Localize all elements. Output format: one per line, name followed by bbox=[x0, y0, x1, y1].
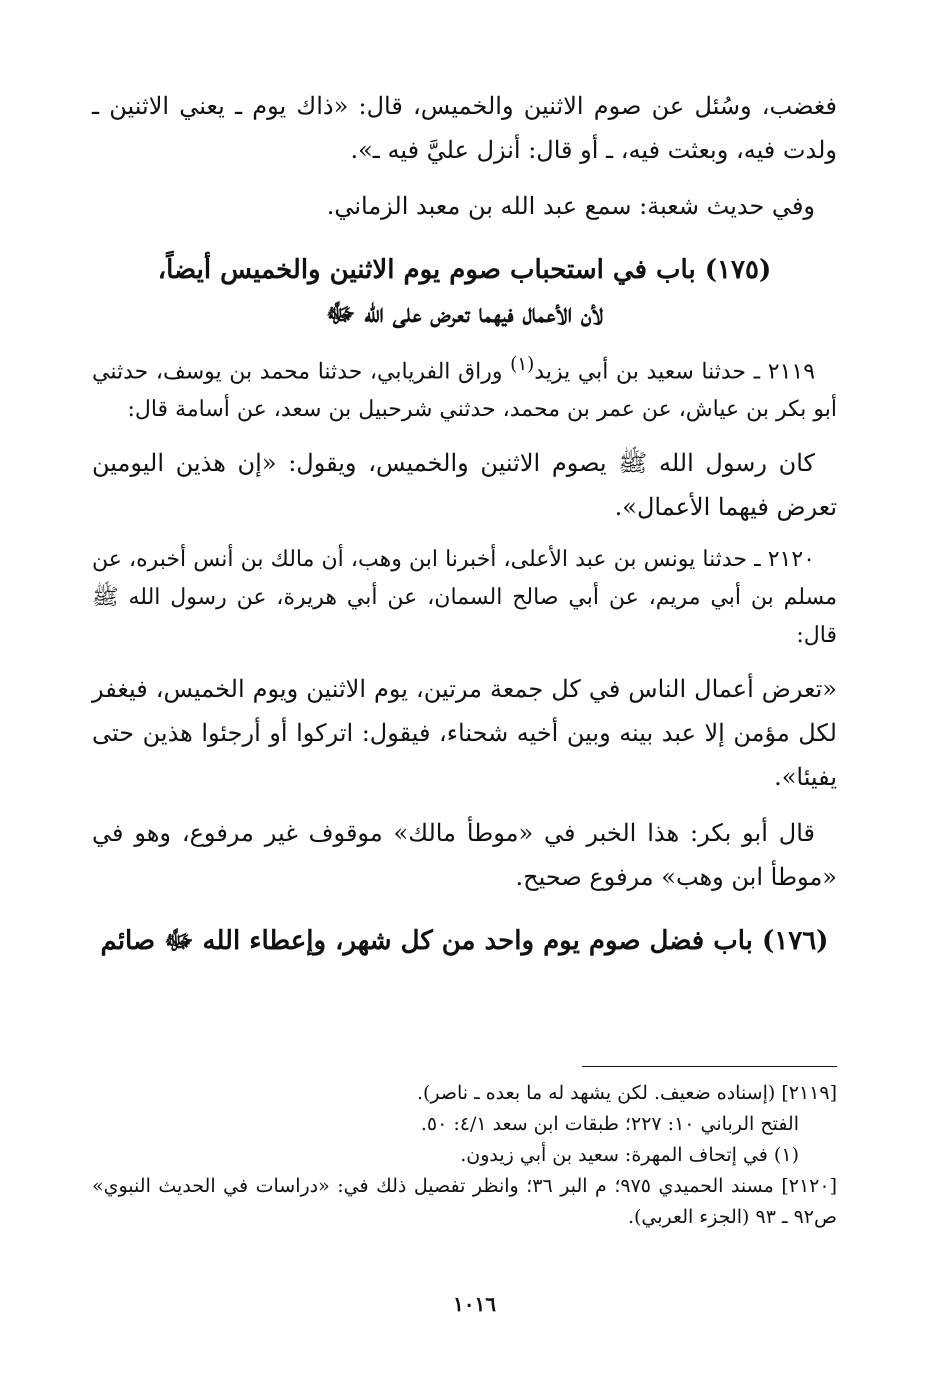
hadith-2120-text: «تعرض أعمال الناس في كل جمعة مرتين، يوم الاثنين ويوم الخميس، فيغفر لكل مؤمن إلا عبد بينه وبين أخيه شحناء، فيقول: اتركوا أو أرجئوا هذين حتى يفيئا». bbox=[92, 675, 837, 792]
footnote-divider bbox=[582, 1066, 837, 1067]
hadith-2119-chain-start: ٢١١٩ ـ حدثنا سعيد بن أبي يزيد bbox=[534, 359, 816, 385]
hadith-2120-note: قال أبو بكر: هذا الخبر في «موطأ مالك» موقوف غير مرفوع، وهو في «موطأ ابن وهب» مرفوع صحيح. bbox=[92, 819, 837, 892]
chapter-heading-175 bbox=[92, 248, 837, 336]
page-number: ١٠١٦ bbox=[453, 1292, 496, 1316]
hadith-2119-text: كان رسول الله ﷺ يصوم الاثنين والخميس، ويقول: «إن هذين اليومين تعرض فيهما الأعمال». bbox=[92, 449, 837, 522]
main-text bbox=[92, 84, 837, 973]
chapter-heading-176: (١٧٦) باب فضل صوم يوم واحد من كل شهر، وإعطاء الله ﷻ صائم bbox=[100, 926, 829, 957]
chapter-heading-175-line-2: لأن الأعمال فيهما تعرض على الله ﷻ bbox=[325, 299, 604, 329]
hadith-2120-chain: ٢١٢٠ ـ حدثنا يونس بن عبد الأعلى، أخبرنا ابن وهب، أن مالك بن أنس أخبره، عن مسلم بن أبي مريم، عن أبي صالح السمان، عن أبي هريرة، عن رسول الله ﷺ قال: bbox=[92, 547, 837, 649]
footnote-2119: [٢١١٩] (إسناده ضعيف. لكن يشهد له ما بعده ـ ناصر). bbox=[416, 1082, 837, 1104]
footnote-2119-sources: الفتح الرباني ١٠: ٢٢٧؛ طبقات ابن سعد ٤/١: ٥٠. bbox=[420, 1113, 799, 1135]
paragraph-2: وفي حديث شعبة: سمع عبد الله بن معبد الزماني. bbox=[326, 192, 815, 220]
footnote-1: (١) في إتحاف المهرة: سعيد بن أبي زيدون. bbox=[460, 1144, 799, 1166]
footnote-2120: [٢١٢٠] مسند الحميدي ٩٧٥؛ م البر ٣٦؛ وانظر تفصيل ذلك في: «دراسات في الحديث النبوي» ص٩٢ ـ ٩٣ (الجزء العربي). bbox=[92, 1175, 837, 1228]
footnote-reference: (١) bbox=[510, 354, 535, 375]
hadith-2119-chain-rest: وراق الفريابي، حدثنا محمد بن يوسف، حدثني أبو بكر بن عياش، عن عمر بن محمد، حدثني شرحبيل بن سعد، عن أسامة قال: bbox=[92, 359, 837, 423]
hadith-2119-chain bbox=[92, 346, 837, 429]
chapter-heading-175-line-1: (١٧٥) باب في استحباب صوم يوم الاثنين والخميس أيضاً، bbox=[157, 255, 772, 285]
paragraph-1: فغضب، وسُئل عن صوم الاثنين والخميس، قال: «ذاك يوم ـ يعني الاثنين ـ ولدت فيه، وبعثت فيه، ـ أو قال: أنزل عليَّ فيه ـ». bbox=[92, 92, 837, 164]
footnotes bbox=[92, 1078, 837, 1233]
